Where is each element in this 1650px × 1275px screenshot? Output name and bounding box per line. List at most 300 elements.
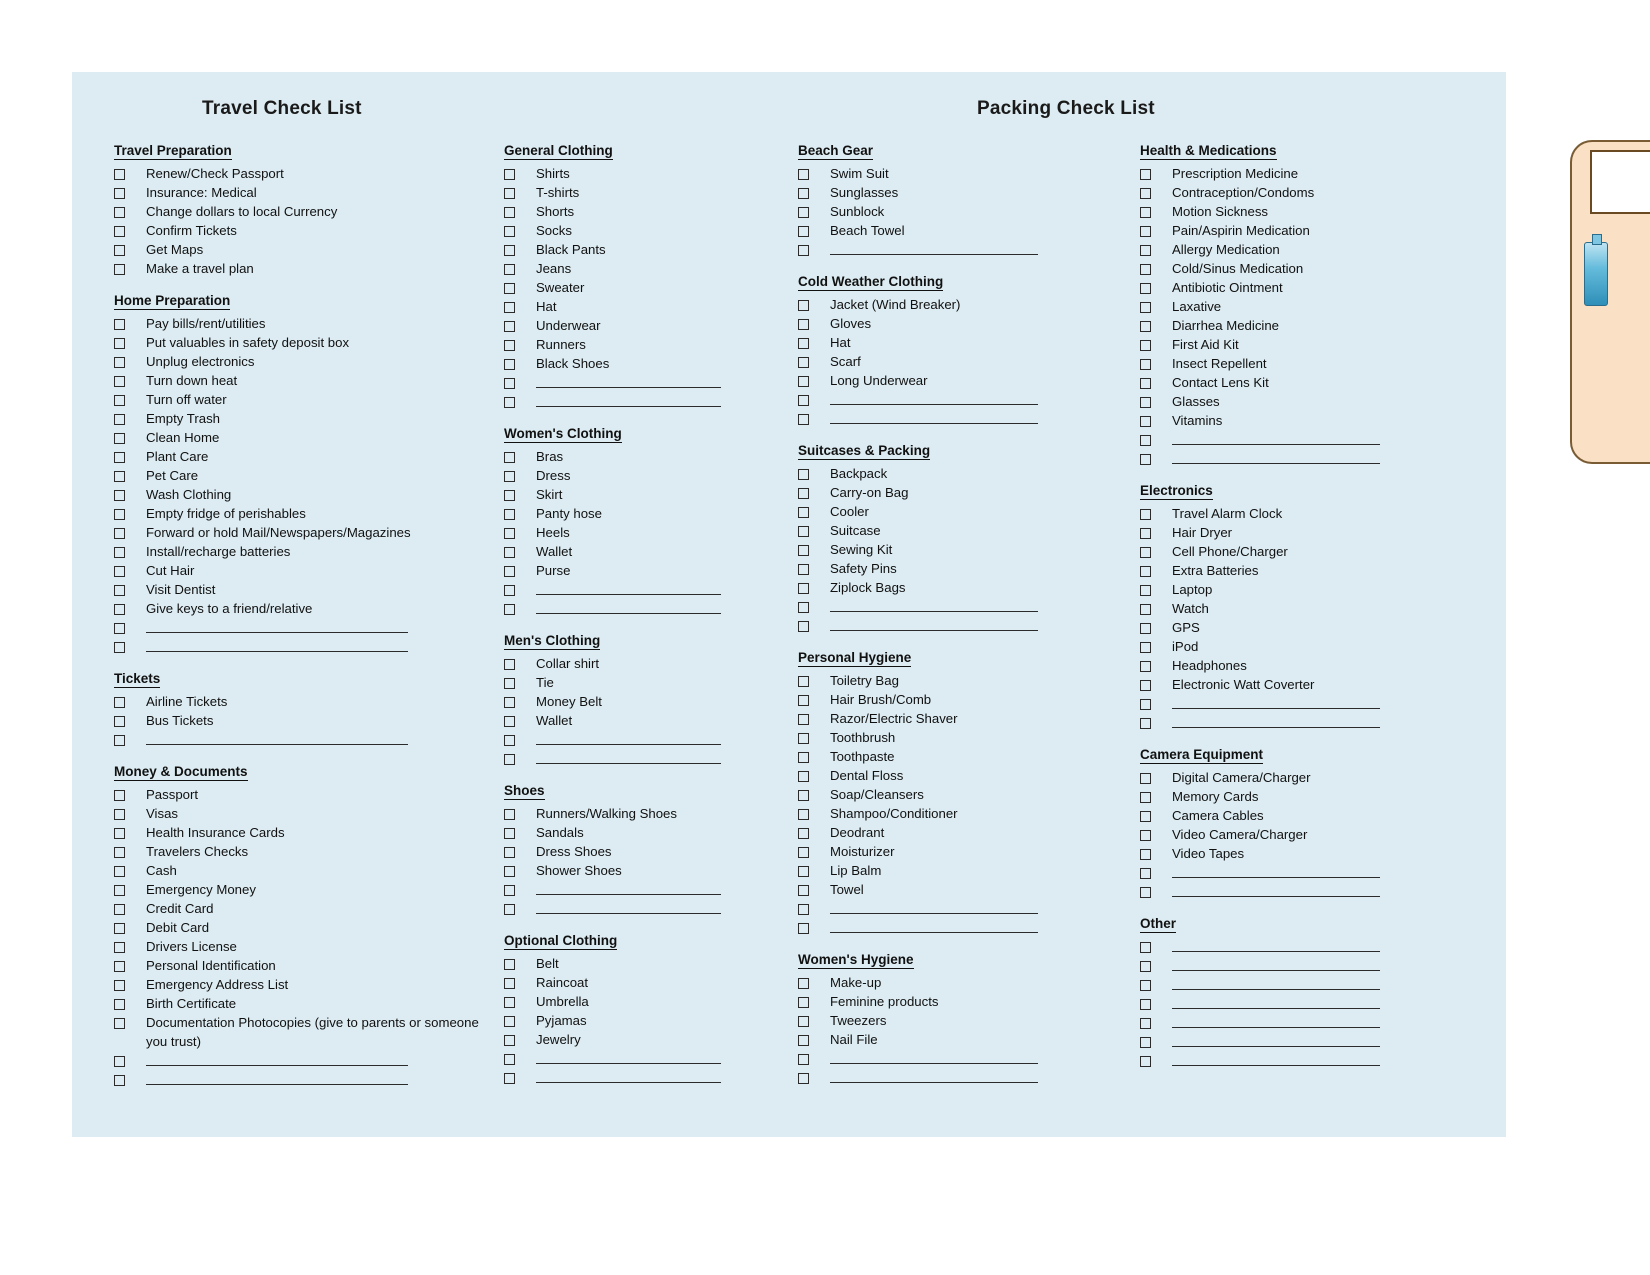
checklist-item[interactable] [504, 1030, 784, 1049]
checklist-item[interactable] [1140, 411, 1500, 430]
checkbox-icon[interactable] [1140, 264, 1151, 275]
checklist-item[interactable] [1140, 259, 1500, 278]
checkbox-icon[interactable] [504, 678, 515, 689]
checkbox-icon[interactable] [798, 583, 809, 594]
checklist-item[interactable] [114, 447, 484, 466]
checklist-item[interactable] [504, 316, 784, 335]
checkbox-icon[interactable] [504, 169, 515, 180]
checklist-blank-item[interactable] [504, 749, 784, 768]
checklist-item[interactable] [1140, 240, 1500, 259]
checkbox-icon[interactable] [1140, 378, 1151, 389]
checkbox-icon[interactable] [114, 566, 125, 577]
checklist-blank-item[interactable] [1140, 430, 1500, 449]
checkbox-icon[interactable] [504, 959, 515, 970]
checkbox-icon[interactable] [1140, 547, 1151, 558]
checkbox-icon[interactable] [504, 978, 515, 989]
write-in-line[interactable] [146, 1052, 408, 1066]
checklist-blank-item[interactable] [1140, 1051, 1500, 1070]
checkbox-icon[interactable] [114, 528, 125, 539]
checkbox-icon[interactable] [504, 264, 515, 275]
checklist-item[interactable] [114, 937, 484, 956]
checklist-item[interactable] [504, 354, 784, 373]
checkbox-icon[interactable] [504, 378, 515, 389]
checklist-item[interactable] [114, 899, 484, 918]
checkbox-icon[interactable] [1140, 830, 1151, 841]
checklist-item[interactable] [504, 1011, 784, 1030]
write-in-line[interactable] [536, 1050, 721, 1064]
checklist-blank-item[interactable] [1140, 882, 1500, 901]
checkbox-icon[interactable] [798, 1054, 809, 1065]
checkbox-icon[interactable] [504, 697, 515, 708]
checkbox-icon[interactable] [798, 564, 809, 575]
checkbox-icon[interactable] [114, 509, 125, 520]
checkbox-icon[interactable] [504, 547, 515, 558]
checklist-item[interactable] [798, 973, 1114, 992]
checklist-blank-item[interactable] [1140, 975, 1500, 994]
checklist-item[interactable] [798, 295, 1114, 314]
checkbox-icon[interactable] [114, 376, 125, 387]
checklist-item[interactable] [798, 333, 1114, 352]
checklist-item[interactable] [504, 297, 784, 316]
checklist-item[interactable] [1140, 392, 1500, 411]
checklist-item[interactable] [114, 504, 484, 523]
checklist-blank-item[interactable] [798, 918, 1114, 937]
write-in-line[interactable] [1172, 1014, 1380, 1028]
checkbox-icon[interactable] [798, 188, 809, 199]
checkbox-icon[interactable] [114, 433, 125, 444]
checkbox-icon[interactable] [1140, 226, 1151, 237]
checkbox-icon[interactable] [798, 376, 809, 387]
checklist-blank-item[interactable] [114, 1070, 484, 1089]
checkbox-icon[interactable] [114, 942, 125, 953]
checkbox-icon[interactable] [1140, 416, 1151, 427]
checkbox-icon[interactable] [1140, 528, 1151, 539]
checklist-item[interactable] [504, 804, 784, 823]
checkbox-icon[interactable] [504, 604, 515, 615]
checklist-item[interactable] [114, 804, 484, 823]
checkbox-icon[interactable] [798, 1035, 809, 1046]
checklist-item[interactable] [798, 785, 1114, 804]
checkbox-icon[interactable] [798, 1016, 809, 1027]
checkbox-icon[interactable] [1140, 604, 1151, 615]
checkbox-icon[interactable] [1140, 661, 1151, 672]
checkbox-icon[interactable] [504, 585, 515, 596]
checkbox-icon[interactable] [1140, 1018, 1151, 1029]
checkbox-icon[interactable] [1140, 718, 1151, 729]
checkbox-icon[interactable] [1140, 340, 1151, 351]
checkbox-icon[interactable] [798, 226, 809, 237]
checklist-blank-item[interactable] [114, 730, 484, 749]
checklist-item[interactable] [798, 823, 1114, 842]
checkbox-icon[interactable] [1140, 792, 1151, 803]
checklist-item[interactable] [1140, 504, 1500, 523]
checkbox-icon[interactable] [798, 245, 809, 256]
checkbox-icon[interactable] [114, 980, 125, 991]
checklist-blank-item[interactable] [1140, 863, 1500, 882]
checklist-blank-item[interactable] [1140, 994, 1500, 1013]
write-in-line[interactable] [830, 241, 1038, 255]
checklist-item[interactable] [114, 240, 484, 259]
checkbox-icon[interactable] [114, 716, 125, 727]
write-in-line[interactable] [536, 900, 721, 914]
checkbox-icon[interactable] [114, 357, 125, 368]
checkbox-icon[interactable] [114, 264, 125, 275]
checklist-item[interactable] [798, 559, 1114, 578]
checklist-item[interactable] [798, 804, 1114, 823]
checkbox-icon[interactable] [114, 790, 125, 801]
checkbox-icon[interactable] [114, 623, 125, 634]
checkbox-icon[interactable] [504, 1073, 515, 1084]
checklist-item[interactable] [798, 861, 1114, 880]
checkbox-icon[interactable] [504, 885, 515, 896]
checklist-blank-item[interactable] [504, 580, 784, 599]
checkbox-icon[interactable] [798, 395, 809, 406]
checkbox-icon[interactable] [798, 488, 809, 499]
checklist-item[interactable] [1140, 561, 1500, 580]
checklist-item[interactable] [798, 183, 1114, 202]
checklist-item[interactable] [798, 352, 1114, 371]
checklist-item[interactable] [504, 485, 784, 504]
checkbox-icon[interactable] [1140, 435, 1151, 446]
checkbox-icon[interactable] [1140, 207, 1151, 218]
checkbox-icon[interactable] [504, 340, 515, 351]
checklist-item[interactable] [114, 409, 484, 428]
checklist-item[interactable] [114, 975, 484, 994]
checklist-item[interactable] [114, 202, 484, 221]
write-in-line[interactable] [1172, 1052, 1380, 1066]
checkbox-icon[interactable] [798, 300, 809, 311]
checklist-item[interactable] [1140, 297, 1500, 316]
checklist-blank-item[interactable] [1140, 449, 1500, 468]
checkbox-icon[interactable] [114, 885, 125, 896]
checkbox-icon[interactable] [114, 866, 125, 877]
checkbox-icon[interactable] [504, 1054, 515, 1065]
checklist-blank-item[interactable] [114, 1051, 484, 1070]
checkbox-icon[interactable] [1140, 509, 1151, 520]
checkbox-icon[interactable] [1140, 811, 1151, 822]
checklist-item[interactable] [114, 861, 484, 880]
checklist-item[interactable] [798, 221, 1114, 240]
checkbox-icon[interactable] [504, 528, 515, 539]
checklist-item[interactable] [1140, 825, 1500, 844]
checklist-blank-item[interactable] [798, 409, 1114, 428]
write-in-line[interactable] [536, 750, 721, 764]
checklist-item[interactable] [504, 992, 784, 1011]
checklist-item[interactable] [504, 561, 784, 580]
write-in-line[interactable] [1172, 695, 1380, 709]
checkbox-icon[interactable] [114, 169, 125, 180]
checklist-item[interactable] [798, 992, 1114, 1011]
checklist-item[interactable] [1140, 675, 1500, 694]
checklist-item[interactable] [798, 747, 1114, 766]
checkbox-icon[interactable] [1140, 188, 1151, 199]
checkbox-icon[interactable] [504, 716, 515, 727]
checkbox-icon[interactable] [504, 471, 515, 482]
checkbox-icon[interactable] [504, 1035, 515, 1046]
checklist-item[interactable] [114, 542, 484, 561]
checklist-item[interactable] [798, 314, 1114, 333]
write-in-line[interactable] [1172, 714, 1380, 728]
checkbox-icon[interactable] [798, 997, 809, 1008]
checkbox-icon[interactable] [1140, 169, 1151, 180]
write-in-line[interactable] [830, 900, 1038, 914]
checkbox-icon[interactable] [114, 395, 125, 406]
checklist-item[interactable] [114, 880, 484, 899]
checklist-item[interactable] [114, 711, 484, 730]
checklist-item[interactable] [504, 523, 784, 542]
write-in-line[interactable] [1172, 938, 1380, 952]
checkbox-icon[interactable] [798, 207, 809, 218]
checkbox-icon[interactable] [504, 397, 515, 408]
checklist-item[interactable] [1140, 183, 1500, 202]
checklist-item[interactable] [114, 599, 484, 618]
write-in-line[interactable] [1172, 957, 1380, 971]
checklist-item[interactable] [1140, 806, 1500, 825]
write-in-line[interactable] [830, 919, 1038, 933]
checklist-item[interactable] [114, 842, 484, 861]
checkbox-icon[interactable] [114, 809, 125, 820]
checkbox-icon[interactable] [114, 245, 125, 256]
checkbox-icon[interactable] [798, 752, 809, 763]
write-in-line[interactable] [830, 410, 1038, 424]
checklist-item[interactable] [114, 259, 484, 278]
checklist-blank-item[interactable] [798, 1049, 1114, 1068]
checklist-item[interactable] [504, 711, 784, 730]
checklist-item[interactable] [798, 1011, 1114, 1030]
checklist-item[interactable] [1140, 787, 1500, 806]
checklist-item[interactable] [114, 785, 484, 804]
checkbox-icon[interactable] [798, 923, 809, 934]
checklist-item[interactable] [1140, 542, 1500, 561]
checklist-item[interactable] [504, 861, 784, 880]
checkbox-icon[interactable] [114, 735, 125, 746]
checkbox-icon[interactable] [114, 1075, 125, 1086]
checklist-blank-item[interactable] [504, 1049, 784, 1068]
write-in-line[interactable] [1172, 976, 1380, 990]
checkbox-icon[interactable] [504, 283, 515, 294]
checkbox-icon[interactable] [798, 695, 809, 706]
checkbox-icon[interactable] [114, 847, 125, 858]
checkbox-icon[interactable] [798, 621, 809, 632]
checklist-item[interactable] [504, 221, 784, 240]
checklist-item[interactable] [798, 483, 1114, 502]
write-in-line[interactable] [146, 731, 408, 745]
checklist-item[interactable] [114, 523, 484, 542]
checklist-blank-item[interactable] [798, 390, 1114, 409]
checklist-blank-item[interactable] [504, 899, 784, 918]
checklist-item[interactable] [504, 542, 784, 561]
checkbox-icon[interactable] [1140, 302, 1151, 313]
write-in-line[interactable] [1172, 1033, 1380, 1047]
checkbox-icon[interactable] [798, 507, 809, 518]
checkbox-icon[interactable] [114, 585, 125, 596]
checklist-item[interactable] [1140, 354, 1500, 373]
checklist-blank-item[interactable] [504, 373, 784, 392]
checklist-item[interactable] [1140, 221, 1500, 240]
checklist-item[interactable] [1140, 637, 1500, 656]
checkbox-icon[interactable] [798, 414, 809, 425]
write-in-line[interactable] [830, 1050, 1038, 1064]
checklist-item[interactable] [504, 164, 784, 183]
checklist-item[interactable] [114, 428, 484, 447]
checkbox-icon[interactable] [114, 1056, 125, 1067]
checkbox-icon[interactable] [1140, 585, 1151, 596]
checklist-item[interactable] [504, 240, 784, 259]
checklist-blank-item[interactable] [504, 392, 784, 411]
checklist-blank-item[interactable] [504, 880, 784, 899]
checkbox-icon[interactable] [1140, 454, 1151, 465]
checkbox-icon[interactable] [114, 904, 125, 915]
checkbox-icon[interactable] [1140, 887, 1151, 898]
checkbox-icon[interactable] [1140, 245, 1151, 256]
checklist-blank-item[interactable] [798, 597, 1114, 616]
checkbox-icon[interactable] [798, 885, 809, 896]
checklist-item[interactable] [504, 278, 784, 297]
checkbox-icon[interactable] [1140, 961, 1151, 972]
write-in-line[interactable] [146, 1071, 408, 1085]
checkbox-icon[interactable] [1140, 566, 1151, 577]
checklist-blank-item[interactable] [1140, 1032, 1500, 1051]
checklist-blank-item[interactable] [1140, 713, 1500, 732]
checklist-item[interactable] [114, 314, 484, 333]
checklist-item[interactable] [114, 580, 484, 599]
checkbox-icon[interactable] [798, 847, 809, 858]
checklist-item[interactable] [1140, 580, 1500, 599]
write-in-line[interactable] [1172, 864, 1380, 878]
checkbox-icon[interactable] [1140, 623, 1151, 634]
checkbox-icon[interactable] [504, 735, 515, 746]
write-in-line[interactable] [830, 1069, 1038, 1083]
checklist-blank-item[interactable] [798, 240, 1114, 259]
write-in-line[interactable] [536, 881, 721, 895]
checkbox-icon[interactable] [504, 302, 515, 313]
checkbox-icon[interactable] [114, 338, 125, 349]
checkbox-icon[interactable] [1140, 773, 1151, 784]
checklist-item[interactable] [1140, 373, 1500, 392]
checkbox-icon[interactable] [1140, 849, 1151, 860]
checklist-blank-item[interactable] [798, 899, 1114, 918]
checklist-item[interactable] [504, 504, 784, 523]
checkbox-icon[interactable] [114, 828, 125, 839]
checklist-item[interactable] [114, 352, 484, 371]
checklist-item[interactable] [504, 466, 784, 485]
checkbox-icon[interactable] [114, 923, 125, 934]
write-in-line[interactable] [536, 731, 721, 745]
checklist-item[interactable] [504, 823, 784, 842]
checkbox-icon[interactable] [798, 790, 809, 801]
checkbox-icon[interactable] [114, 452, 125, 463]
checkbox-icon[interactable] [114, 490, 125, 501]
checklist-item[interactable] [1140, 844, 1500, 863]
checkbox-icon[interactable] [114, 226, 125, 237]
checkbox-icon[interactable] [114, 999, 125, 1010]
checklist-item[interactable] [114, 823, 484, 842]
checklist-item[interactable] [1140, 656, 1500, 675]
checkbox-icon[interactable] [504, 226, 515, 237]
checkbox-icon[interactable] [504, 997, 515, 1008]
checkbox-icon[interactable] [504, 566, 515, 577]
checkbox-icon[interactable] [798, 338, 809, 349]
checklist-item[interactable] [1140, 335, 1500, 354]
checklist-item[interactable] [798, 578, 1114, 597]
checklist-blank-item[interactable] [1140, 1013, 1500, 1032]
checkbox-icon[interactable] [504, 490, 515, 501]
checklist-item[interactable] [1140, 202, 1500, 221]
write-in-line[interactable] [830, 598, 1038, 612]
checkbox-icon[interactable] [1140, 283, 1151, 294]
checklist-item[interactable] [1140, 618, 1500, 637]
checklist-item[interactable] [504, 692, 784, 711]
checkbox-icon[interactable] [114, 207, 125, 218]
checklist-item[interactable] [798, 728, 1114, 747]
checklist-item[interactable] [798, 880, 1114, 899]
checkbox-icon[interactable] [504, 359, 515, 370]
write-in-line[interactable] [1172, 995, 1380, 1009]
checklist-item[interactable] [114, 466, 484, 485]
checklist-item[interactable] [114, 390, 484, 409]
checklist-item[interactable] [1140, 164, 1500, 183]
checkbox-icon[interactable] [504, 188, 515, 199]
checkbox-icon[interactable] [114, 604, 125, 615]
checkbox-icon[interactable] [798, 545, 809, 556]
checklist-blank-item[interactable] [1140, 694, 1500, 713]
checkbox-icon[interactable] [504, 207, 515, 218]
checkbox-icon[interactable] [1140, 680, 1151, 691]
write-in-line[interactable] [1172, 431, 1380, 445]
checklist-blank-item[interactable] [504, 1068, 784, 1087]
checklist-item[interactable] [504, 842, 784, 861]
write-in-line[interactable] [536, 393, 721, 407]
checkbox-icon[interactable] [114, 1018, 125, 1029]
write-in-line[interactable] [146, 638, 408, 652]
checkbox-icon[interactable] [504, 828, 515, 839]
checklist-item[interactable] [114, 333, 484, 352]
checkbox-icon[interactable] [798, 169, 809, 180]
checklist-item[interactable] [504, 973, 784, 992]
checklist-blank-item[interactable] [1140, 956, 1500, 975]
checklist-item[interactable] [504, 335, 784, 354]
checkbox-icon[interactable] [114, 697, 125, 708]
checkbox-icon[interactable] [504, 866, 515, 877]
checklist-item[interactable] [1140, 768, 1500, 787]
checkbox-icon[interactable] [798, 809, 809, 820]
checklist-item[interactable] [504, 447, 784, 466]
checklist-item[interactable] [798, 842, 1114, 861]
checkbox-icon[interactable] [798, 904, 809, 915]
checkbox-icon[interactable] [798, 828, 809, 839]
checkbox-icon[interactable] [1140, 942, 1151, 953]
checklist-item[interactable] [504, 954, 784, 973]
checkbox-icon[interactable] [1140, 980, 1151, 991]
checklist-item[interactable] [504, 654, 784, 673]
write-in-line[interactable] [1172, 450, 1380, 464]
write-in-line[interactable] [536, 581, 721, 595]
write-in-line[interactable] [830, 617, 1038, 631]
checkbox-icon[interactable] [114, 319, 125, 330]
checkbox-icon[interactable] [114, 471, 125, 482]
checklist-blank-item[interactable] [504, 599, 784, 618]
checkbox-icon[interactable] [798, 866, 809, 877]
checklist-item[interactable] [798, 766, 1114, 785]
checklist-item[interactable] [798, 540, 1114, 559]
checkbox-icon[interactable] [1140, 642, 1151, 653]
checklist-item[interactable] [504, 673, 784, 692]
checkbox-icon[interactable] [504, 847, 515, 858]
checkbox-icon[interactable] [504, 904, 515, 915]
checklist-item[interactable] [798, 464, 1114, 483]
checklist-item[interactable] [1140, 599, 1500, 618]
checkbox-icon[interactable] [1140, 359, 1151, 370]
